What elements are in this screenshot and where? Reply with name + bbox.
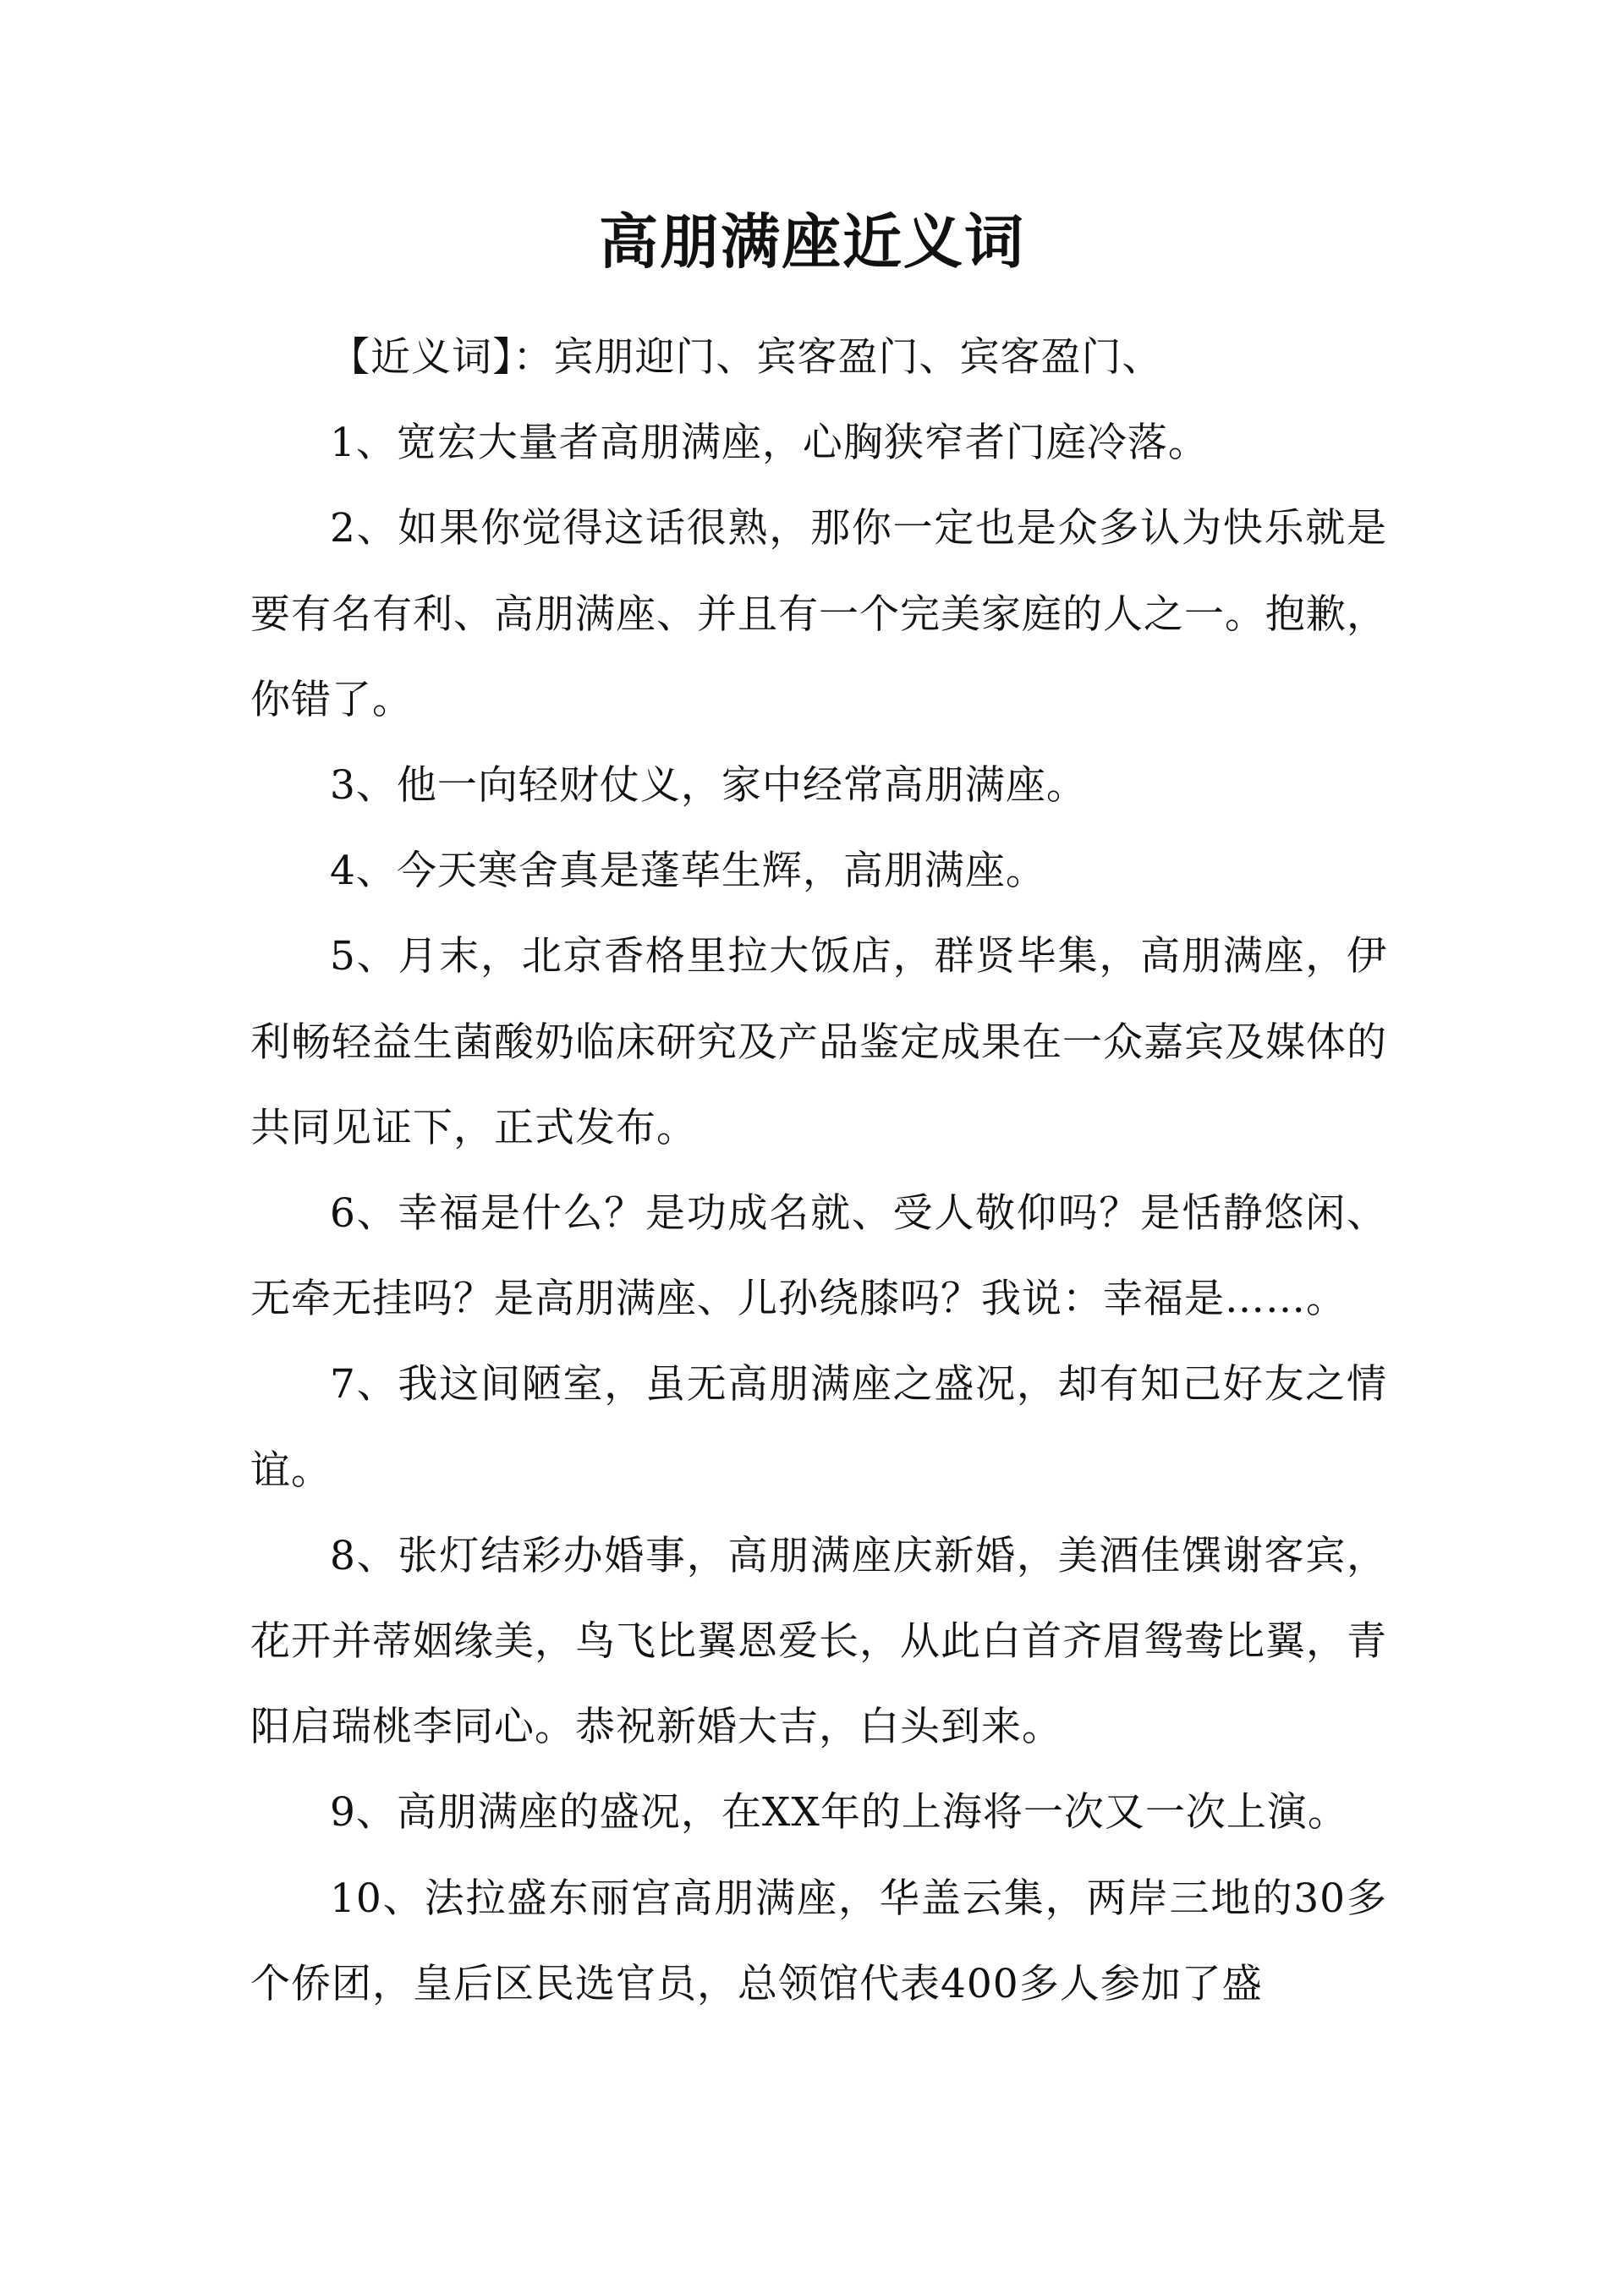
document-title: 高朋满座近义词 — [599, 207, 1025, 277]
paragraph-9: 9、高朋满座的盛况，在XX年的上海将一次又一次上演。 — [330, 1789, 1348, 1837]
document-body — [250, 315, 1387, 2027]
paragraph-4: 4、今天寒舍真是蓬荜生辉，高朋满座。 — [330, 848, 1046, 895]
paragraph-3: 3、他一向轻财仗义，家中经常高朋满座。 — [330, 762, 1087, 810]
paragraph-7: 7、我这间陋室，虽无高朋满座之盛况，却有知己好友之情谊。 — [250, 1361, 1387, 1494]
paragraph-6: 6、幸福是什么？是功成名就、受人敬仰吗？是恬静悠闲、无牵无挂吗？是高朋满座、儿孙绕膝吗？我说：幸福是……。 — [250, 1190, 1387, 1323]
paragraph-synonyms: 【近义词】：宾朋迎门、宾客盈门、宾客盈门、 — [330, 334, 1163, 381]
paragraph-1: 1、宽宏大量者高朋满座，心胸狭窄者门庭冷落。 — [330, 420, 1209, 467]
paragraph-8: 8、张灯结彩办婚事，高朋满座庆新婚，美酒佳馔谢客宾，花开并蒂姻缘美，鸟飞比翼恩爱长，从此白首齐眉鸳鸯比翼，青阳启瑞桃李同心。恭祝新婚大吉，白头到来。 — [250, 1532, 1387, 1751]
paragraph-5: 5、月末，北京香格里拉大饭店，群贤毕集，高朋满座，伊利畅轻益生菌酸奶临床研究及产品鉴定成果在一众嘉宾及媒体的共同见证下，正式发布。 — [250, 933, 1387, 1151]
paragraph-2: 2、如果你觉得这话很熟，那你一定也是众多认为快乐就是要有名有利、高朋满座、并且有一个完美家庭的人之一。抱歉，你错了。 — [250, 505, 1387, 723]
paragraph-10: 10、法拉盛东丽宫高朋满座，华盖云集，两岸三地的30多个侨团，皇后区民选官员，总领馆代表400多人参加了盛 — [250, 1875, 1387, 2007]
